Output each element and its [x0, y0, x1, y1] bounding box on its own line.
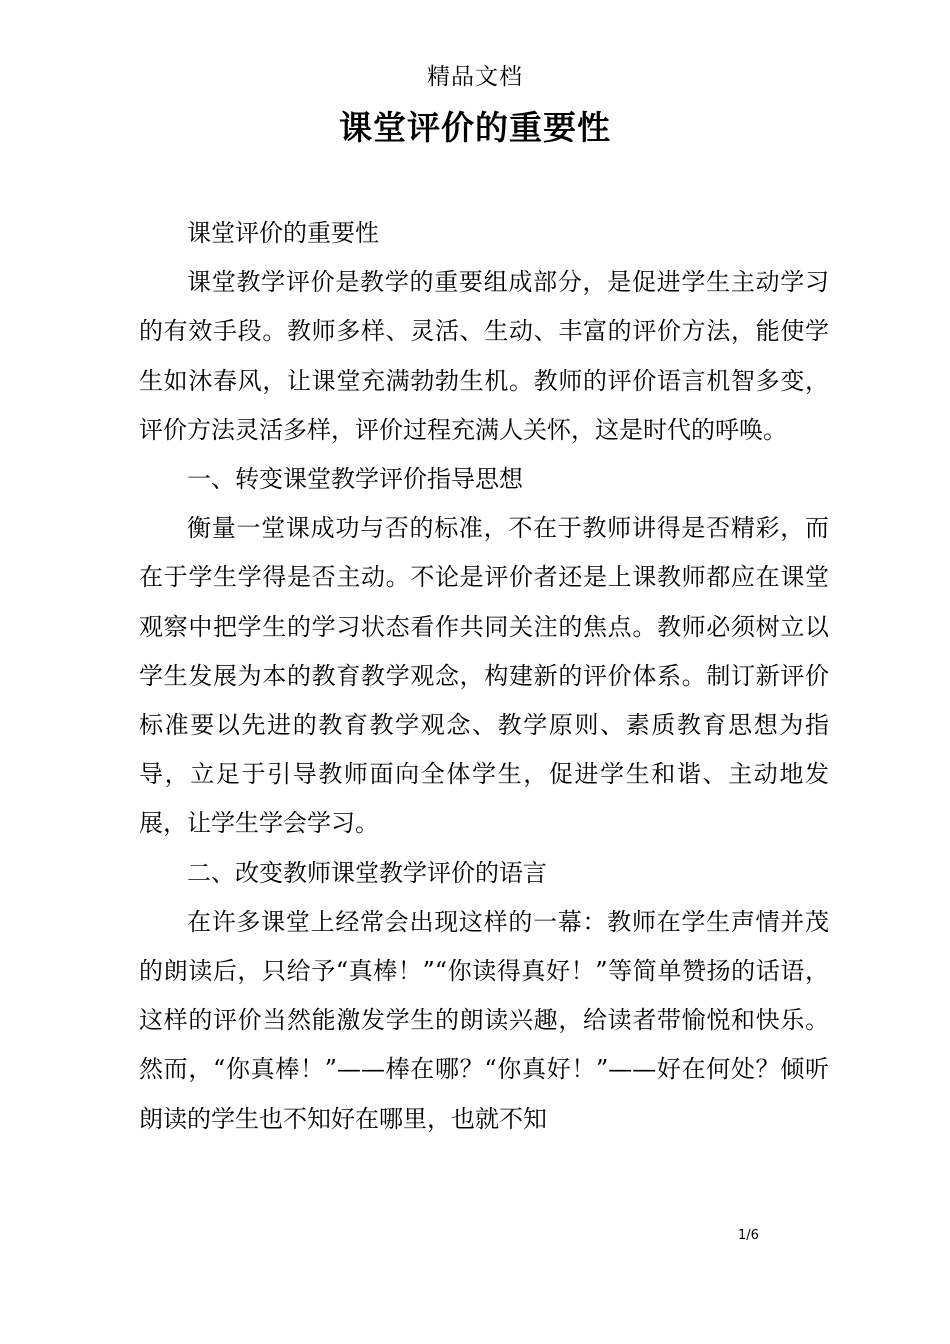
- paragraph-section-1: 衡量一堂课成功与否的标准，不在于教师讲得是否精彩，而在于学生学得是否主动。不论是评价者还是上课教师都应在课堂观察中把学生的学习状态看作共同关注的焦点。教师必须树立以学生发展为本的教育教学观念，构建新的评价体系。制订新评价标准要以先进的教育教学观念、教学原则、素质教育思想为指导，立足于引导教师面向全体学生，促进学生和谐、主动地发展，让学生学会学习。: [139, 514, 829, 838]
- document-body: [139, 209, 829, 1144]
- paragraph-subtitle: 课堂评价的重要性: [187, 219, 379, 247]
- paragraph-intro: 课堂教学评价是教学的重要组成部分，是促进学生主动学习的有效手段。教师多样、灵活、生动、丰富的评价方法，能使学生如沐春风，让课堂充满勃勃生机。教师的评价语言机智多变，评价方法灵活多样，评价过程充满人关怀，这是时代的呼唤。: [139, 268, 829, 444]
- paragraph-section-2: 在许多课堂上经常会出现这样的一幕：教师在学生声情并茂的朗读后，只给予“真棒！”“你读得真好！”等简单赞扬的话语，这样的评价当然能激发学生的朗读兴趣，给读者带愉悦和快乐。然而，“你真棒！”——棒在哪？“你真好！”——好在何处？倾听朗读的学生也不知好在哪里，也就不知: [139, 907, 829, 1133]
- page-number: 1/6: [738, 1228, 759, 1243]
- document-title: 课堂评价的重要性: [339, 108, 611, 147]
- section-heading-2: 二、改变教师课堂教学评价的语言: [187, 858, 547, 887]
- page-header: 精品文档: [427, 64, 523, 90]
- section-heading-1: 一、转变课堂教学评价指导思想: [187, 465, 523, 494]
